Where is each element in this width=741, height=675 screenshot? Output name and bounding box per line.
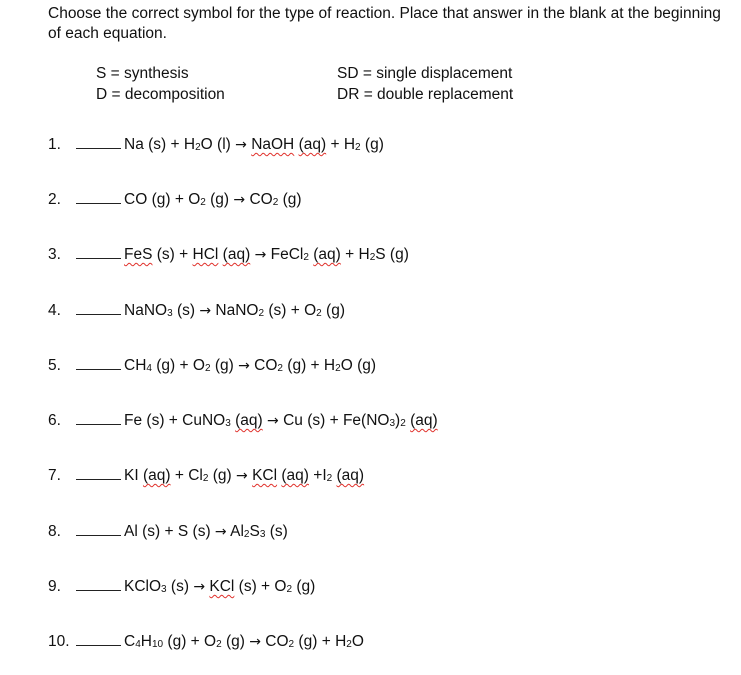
answer-blank[interactable] <box>76 148 121 149</box>
equation-text: $CH_4$ $(g) + O_2$ $(g) \to CO_2$ $(g) + H_2O$ (g) <box>124 357 377 374</box>
answer-blank[interactable] <box>76 258 121 259</box>
key-decomposition: D = decomposition <box>96 85 225 103</box>
answer-blank[interactable] <box>76 424 121 425</box>
equation-text: Fe (s) + CuNO$_3$ (aq) → Cu $(s) + Fe(NO_3)_2$ (aq) <box>124 412 438 429</box>
answer-blank[interactable] <box>76 203 121 204</box>
arrow-icon: → <box>214 524 227 540</box>
key-double-replacement: DR = double replacement <box>337 85 514 103</box>
arrow-icon: → <box>199 303 212 319</box>
arrow-icon: → <box>238 358 250 374</box>
equation-number: 1. <box>48 136 61 153</box>
instructions-text: Choose the correct symbol for the type of reaction. Place that answer in the blank at the beginning of each equation. <box>48 5 721 42</box>
reaction-key-right <box>337 64 513 105</box>
arrow-icon: → <box>235 137 247 153</box>
arrow-icon: → <box>267 413 279 429</box>
equation-number: 9. <box>48 578 61 595</box>
equation-text: KI $(aq) + Cl_2$ (g) → KCl $(aq) +I_2$ (aq) <box>124 467 365 484</box>
equation-text: $C_4H_{10}$ $(g) + O_2$ $(g) \to CO_2$ $(g) + H_2O$ <box>124 633 364 650</box>
key-synthesis: S = synthesis <box>96 65 189 82</box>
reaction-key-left <box>96 64 225 105</box>
equation-text: NaNO$_3$ (s) → NaNO$_2$ $(s) + O_2$ (g) <box>124 302 345 319</box>
answer-blank[interactable] <box>76 369 121 370</box>
answer-blank[interactable] <box>76 590 121 591</box>
answer-blank[interactable] <box>76 314 121 315</box>
equation-text: CO $(g) + O_2$ $(g) \to CO_2$ (g) <box>124 191 302 208</box>
equation-number: 10. <box>48 633 70 650</box>
arrow-icon: → <box>249 634 261 650</box>
arrow-icon: → <box>254 247 267 263</box>
equation-text: Al (s) + S $(s) \to Al_2S_3$ (s) <box>124 523 288 540</box>
equation-text: KClO$_3$ (s) → KCl $(s) + O_2$ (g) <box>124 578 316 595</box>
arrow-icon: → <box>236 468 248 484</box>
arrow-icon: → <box>233 192 246 208</box>
answer-blank[interactable] <box>76 535 121 536</box>
answer-blank[interactable] <box>76 645 121 646</box>
equation-number: 5. <box>48 357 61 374</box>
equation-number: 6. <box>48 412 61 429</box>
equation-number: 2. <box>48 191 61 208</box>
answer-blank[interactable] <box>76 479 121 480</box>
equation-number: 4. <box>48 302 61 319</box>
equation-number: 7. <box>48 467 61 484</box>
arrow-icon: → <box>193 579 206 595</box>
equation-text: Na $(s) + H_2O$ (l) → NaOH $(aq) + H_2$ (g) <box>124 136 384 153</box>
equation-text: FeS (s) + HCl (aq) → FeCl$_2$ $(aq) + H_2S$ (g) <box>124 246 409 263</box>
equation-number: 8. <box>48 523 61 540</box>
key-single-displacement: SD = single displacement <box>337 65 513 82</box>
equation-number: 3. <box>48 246 61 263</box>
